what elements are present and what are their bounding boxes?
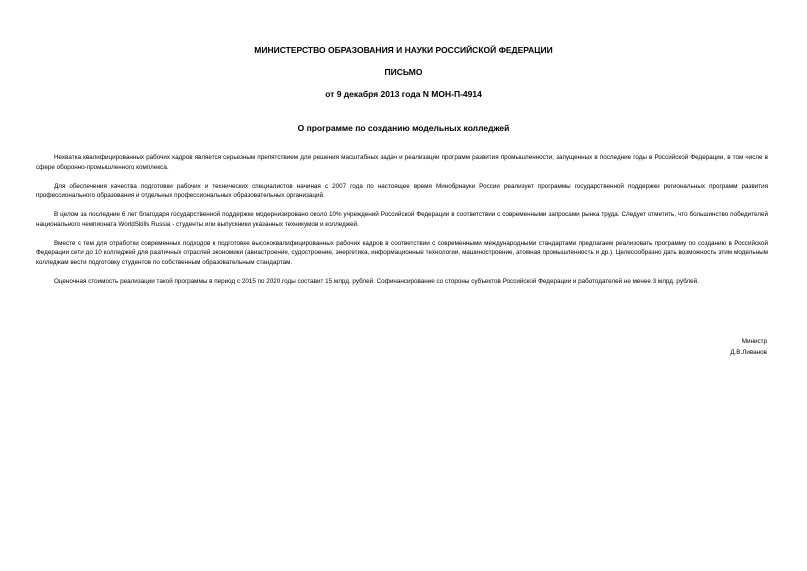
signatory-position: Министр [741, 338, 767, 345]
body-paragraph: Нехватка квалифицированных рабочих кадров является серьезным препятствием для решения масштабных задач и реализации программ развития промышленности, запущенных в последние годы в Российской Федерации, в том числе в сфере оборонно-промышленного комплекса. [36, 154, 768, 171]
document-date-number: от 9 декабря 2013 года N МОН-П-4914 [325, 89, 482, 99]
body-paragraph: В целом за последние 6 лет благодаря государственной поддержке модернизировано около 10% учреждений Российской Федерации в соответствии с современными запросами рынка труда. Следует отметить, что большинство победителей национального чемпионата WorldSkills Russia - студенты или выпускники указанных техникумов и колледжей. [36, 211, 768, 228]
document-subject-title: О программе по созданию модельных колледжей [297, 123, 510, 133]
document-type-heading: ПИСЬМО [384, 67, 423, 77]
body-paragraph: Оценочная стоимость реализации такой программы в период с 2015 по 2020 годы составит 15 млрд. рублей. Софинансирование со стороны субъектов Российской Федерации и работодателей не менее 3 млрд. рублей. [54, 277, 699, 285]
ministry-heading: МИНИСТЕРСТВО ОБРАЗОВАНИЯ И НАУКИ РОССИЙСКОЙ ФЕДЕРАЦИИ [254, 45, 553, 55]
body-paragraph: Для обеспечения качества подготовки рабочих и технических специалистов начиная с 2007 года по настоящее время Минобрнауки России реализует программы государственной поддержки региональных программ развития профессионального образования и отдельных профессиональных образовательных организаций. [36, 182, 768, 200]
document-body [36, 153, 768, 296]
body-paragraph: Вместе с тем для отработки современных подходов к подготовке высококвалифицированных рабочих кадров в соответствии с современными международными стандартами предлагаем реализовать программу по созданию в Российской Федерации сети до 10 колледжей для различных отраслей экономики (авиастроение, судостроение, энергетика, информационные технологии, машиностроение, атомная промышленность и др.). Целесообразно дать возможность этим модельным колледжам вести подготовку студентов по собственным образовательным стандартам. [36, 239, 768, 266]
signature-block [730, 336, 767, 358]
signatory-name: Д.В.Ливанов [730, 349, 767, 356]
